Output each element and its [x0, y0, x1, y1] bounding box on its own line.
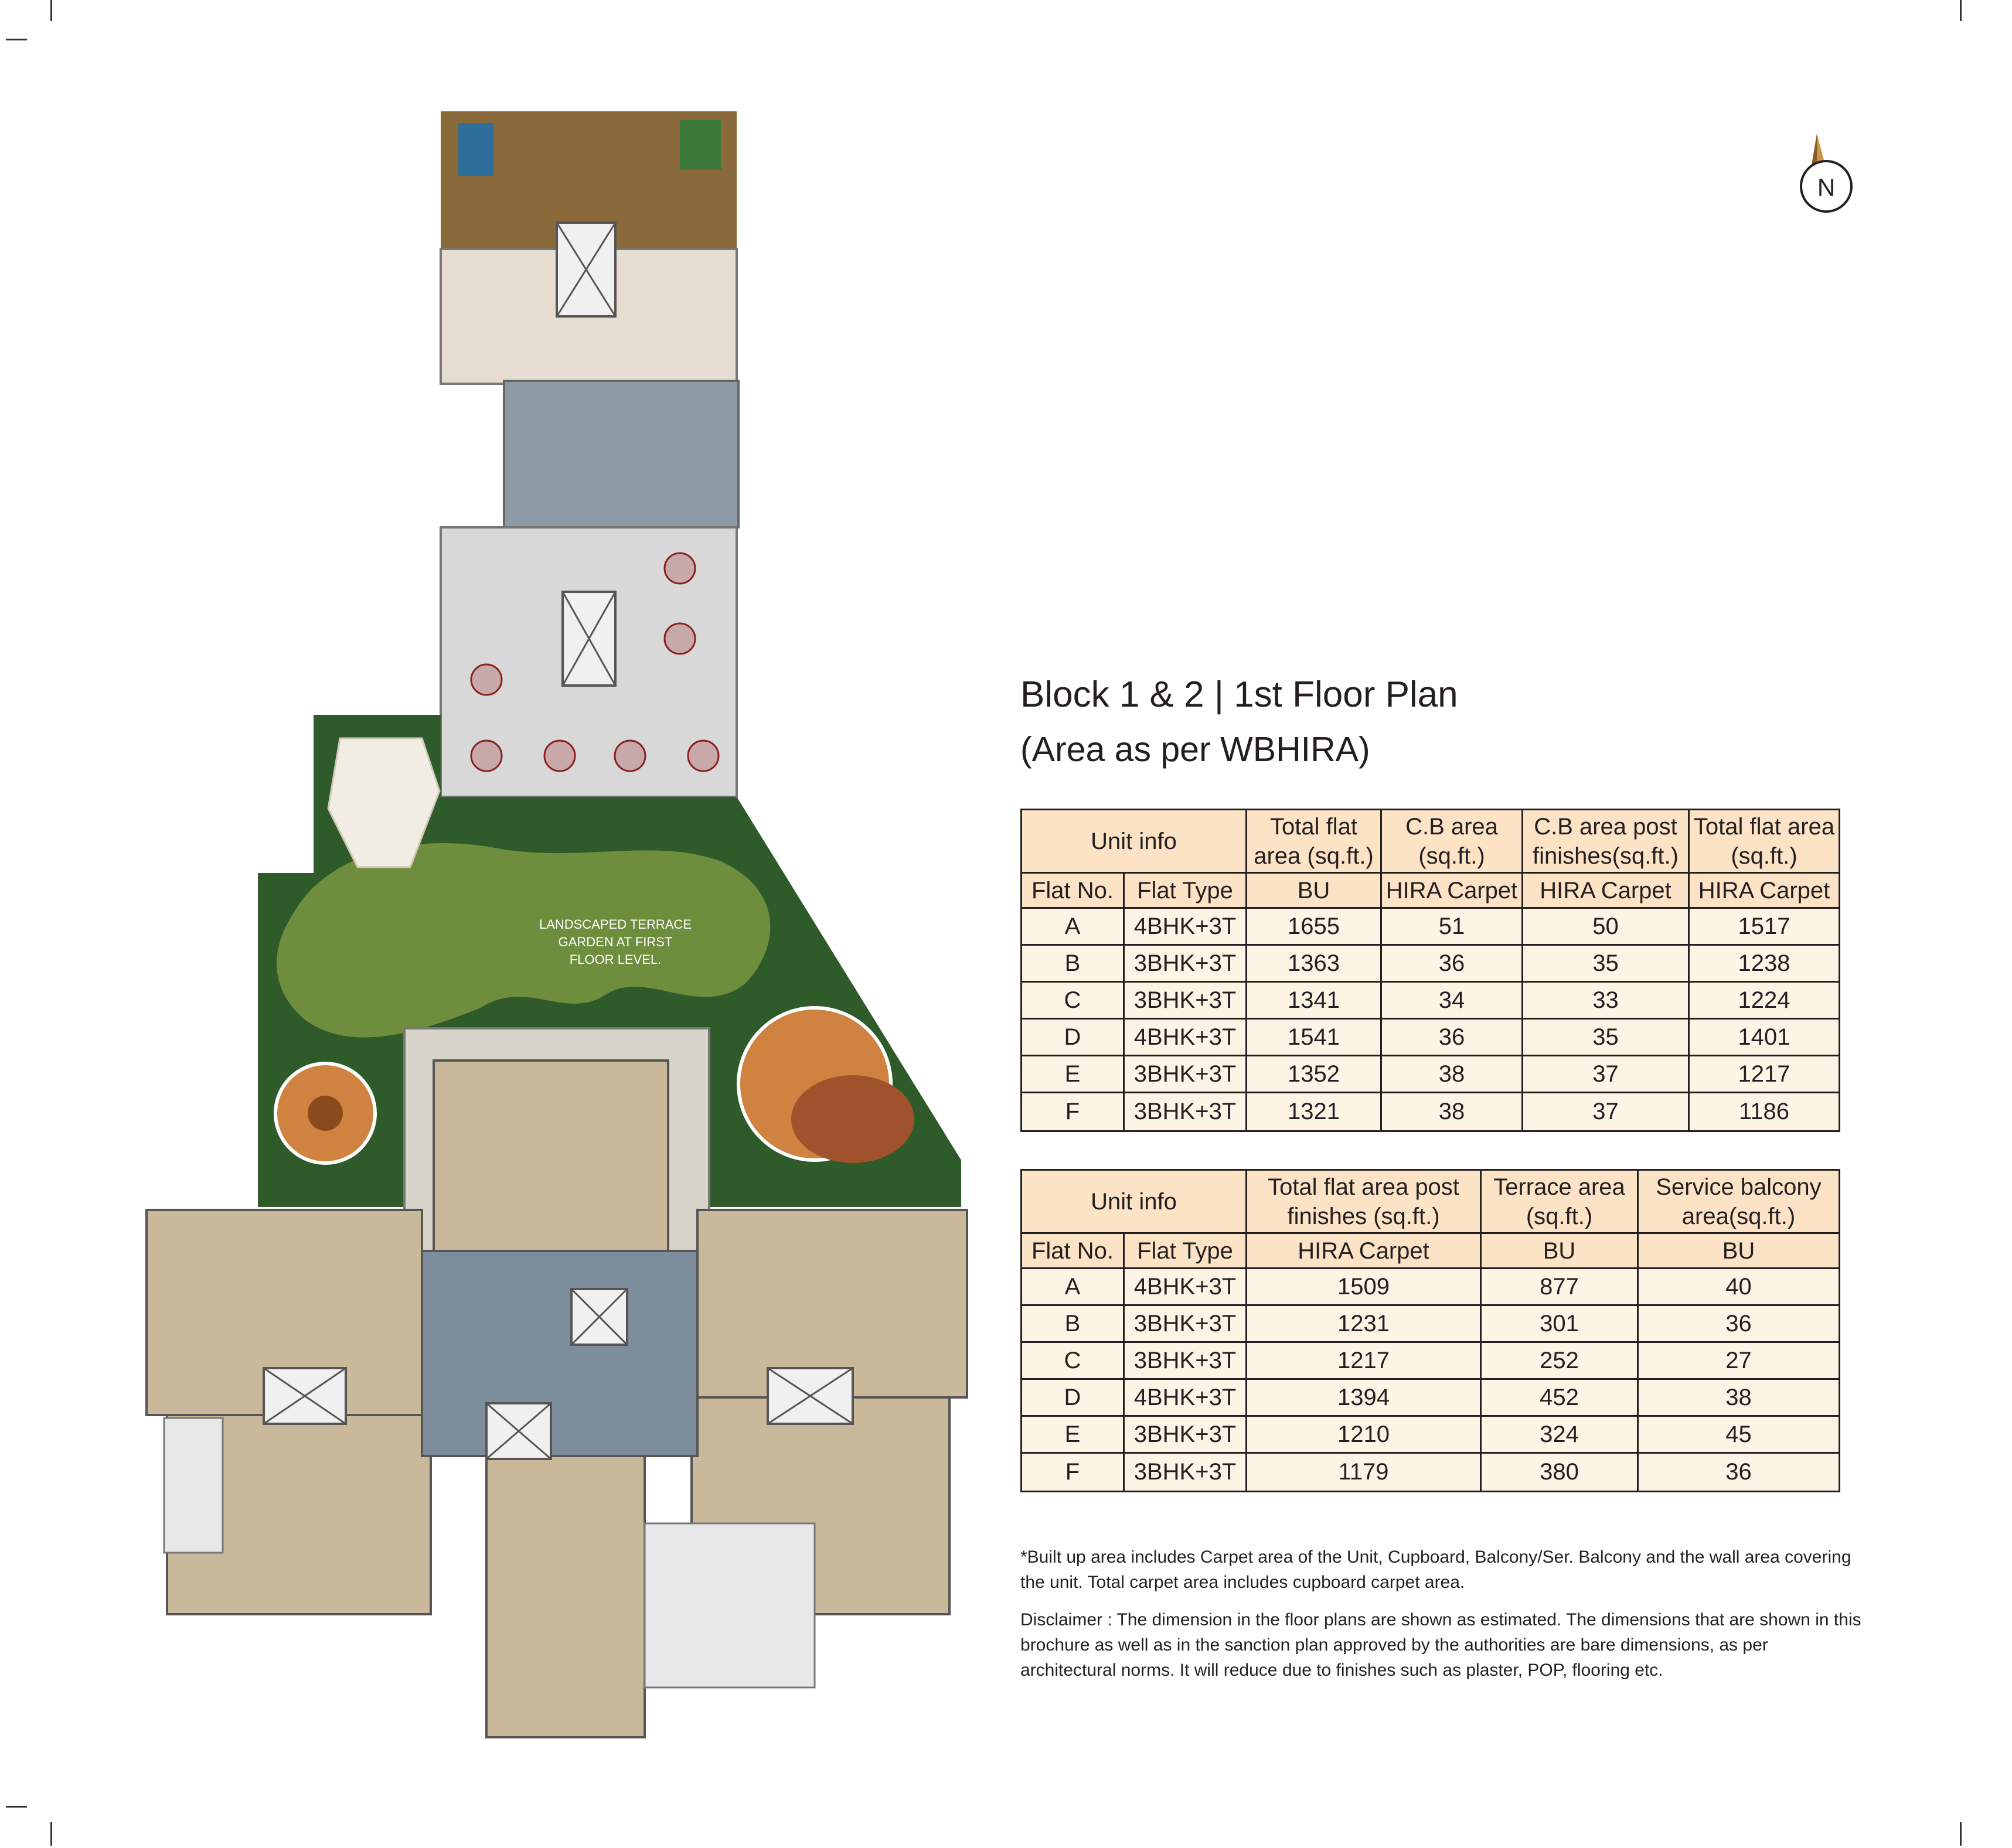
table-header: Total flat area post finishes (sq.ft.) [1247, 1170, 1481, 1233]
table-subheader: Flat No. [1022, 873, 1124, 908]
table-cell: E [1022, 1056, 1124, 1093]
table-cell: 1186 [1689, 1093, 1840, 1131]
page-title: Block 1 & 2 | 1st Floor Plan [1020, 674, 1458, 715]
table-cell: 36 [1381, 1019, 1523, 1056]
table-cell: C [1022, 1342, 1124, 1379]
table-header: C.B area post finishes(sq.ft.) [1523, 810, 1689, 873]
table-cell: 45 [1638, 1416, 1840, 1453]
table-cell: 324 [1481, 1416, 1638, 1453]
table-cell: 4BHK+3T [1124, 908, 1247, 945]
table-cell: 1517 [1689, 908, 1840, 945]
table-cell: 38 [1638, 1379, 1840, 1416]
area-table-1 [1020, 809, 1840, 1132]
table-header: Total flat area (sq.ft.) [1247, 810, 1381, 873]
table-cell: C [1022, 982, 1124, 1019]
garden-label-line1: LANDSCAPED TERRACE [539, 917, 692, 932]
table-cell: 1401 [1689, 1019, 1840, 1056]
table-header: Terrace area (sq.ft.) [1481, 1170, 1638, 1233]
table-row [1022, 945, 1840, 982]
crop-mark [50, 1822, 52, 1846]
table-subheader: Flat Type [1124, 1233, 1247, 1269]
table-cell: 1231 [1247, 1305, 1481, 1342]
table-cell: 452 [1481, 1379, 1638, 1416]
crop-mark [1960, 1822, 1962, 1846]
table-cell: 1224 [1689, 982, 1840, 1019]
table-subheader: HIRA Carpet [1247, 1233, 1481, 1269]
pool-table [458, 123, 493, 176]
table-cell: E [1022, 1416, 1124, 1453]
table-subheader: HIRA Carpet [1689, 873, 1840, 908]
garden-label-line3: FLOOR LEVEL. [569, 952, 662, 967]
table-cell: 37 [1523, 1093, 1689, 1131]
table-cell: 37 [1523, 1056, 1689, 1093]
north-arrow-icon [1799, 134, 1853, 216]
flat-a [434, 1061, 668, 1254]
table-cell: 1541 [1247, 1019, 1381, 1056]
table-row [1022, 1269, 1840, 1305]
table-cell: 1210 [1247, 1416, 1481, 1453]
table-cell: 3BHK+3T [1124, 945, 1247, 982]
table-header: Total flat area (sq.ft.) [1689, 810, 1840, 873]
table-cell: 3BHK+3T [1124, 1093, 1247, 1131]
table-cell: 4BHK+3T [1124, 1379, 1247, 1416]
table-cell: 1217 [1689, 1056, 1840, 1093]
table-cell: A [1022, 1269, 1124, 1305]
table-cell: 3BHK+3T [1124, 1453, 1247, 1492]
table-row [1022, 1019, 1840, 1056]
table-cell: 36 [1381, 945, 1523, 982]
table-row [1022, 982, 1840, 1019]
table-cell: 38 [1381, 1056, 1523, 1093]
table-cell: 33 [1523, 982, 1689, 1019]
table-cell: 4BHK+3T [1124, 1019, 1247, 1056]
table-row [1022, 1453, 1840, 1492]
table-cell: 27 [1638, 1342, 1840, 1379]
table-cell: 3BHK+3T [1124, 1056, 1247, 1093]
table-subheader: Flat Type [1124, 873, 1247, 908]
table-cell: F [1022, 1453, 1124, 1492]
table-subheader: BU [1481, 1233, 1638, 1269]
table-cell: 301 [1481, 1305, 1638, 1342]
flat-bottom [486, 1456, 645, 1737]
table-cell: A [1022, 908, 1124, 945]
table-cell: F [1022, 1093, 1124, 1131]
terrace-left [164, 1418, 223, 1553]
built-up-area-note: *Built up area includes Carpet area of the Unit, Cupboard, Balcony/Ser. Balcony and the wall area covering the unit. Total carpet area includes cupboard carpet area. [1020, 1547, 1851, 1592]
table-cell: 51 [1381, 908, 1523, 945]
table-cell: 38 [1381, 1093, 1523, 1131]
table-cell: 1341 [1247, 982, 1381, 1019]
table-cell: 1394 [1247, 1379, 1481, 1416]
table-row [1022, 1416, 1840, 1453]
table-subheader: HIRA Carpet [1381, 873, 1523, 908]
disclaimer-note: Disclaimer : The dimension in the floor plans are shown as estimated. The dimensions that are shown in this brochure as well as in the sanction plan approved by the authorities are bare dimensions, as per architectural norms. It will reduce due to finishes such as plaster, POP, flooring etc. [1020, 1610, 1861, 1680]
north-label: N [1817, 173, 1836, 201]
table-cell: 35 [1523, 945, 1689, 982]
table-row [1022, 1305, 1840, 1342]
table-cell: 36 [1638, 1453, 1840, 1492]
page-subtitle: (Area as per WBHIRA) [1020, 730, 1370, 769]
table-cell: 4BHK+3T [1124, 1269, 1247, 1305]
table-cell: 3BHK+3T [1124, 1305, 1247, 1342]
table-cell: B [1022, 945, 1124, 982]
table-row [1022, 908, 1840, 945]
table-cell: 50 [1523, 908, 1689, 945]
table-cell: 1655 [1247, 908, 1381, 945]
table-cell: 1179 [1247, 1453, 1481, 1492]
table-cell: D [1022, 1379, 1124, 1416]
table-cell: 1509 [1247, 1269, 1481, 1305]
garden-label-line2: GARDEN AT FIRST [558, 935, 673, 949]
floor-plan-drawing [0, 0, 996, 1758]
terrace-bottom [645, 1523, 815, 1687]
table-row [1022, 1056, 1840, 1093]
table-subheader: BU [1247, 873, 1381, 908]
table-cell: 35 [1523, 1019, 1689, 1056]
table-header: Service balcony area(sq.ft.) [1638, 1170, 1840, 1233]
table-header: C.B area (sq.ft.) [1381, 810, 1523, 873]
table-subheader: BU [1638, 1233, 1840, 1269]
table-cell: 3BHK+3T [1124, 982, 1247, 1019]
lobby [422, 1251, 697, 1456]
table-subheader: HIRA Carpet [1523, 873, 1689, 908]
table-cell: 877 [1481, 1269, 1638, 1305]
table-cell: B [1022, 1305, 1124, 1342]
table-row [1022, 1342, 1840, 1379]
table-cell: 1217 [1247, 1342, 1481, 1379]
table-header: Unit info [1022, 810, 1247, 873]
crop-mark [1960, 0, 1962, 21]
area-table-2 [1020, 1169, 1840, 1492]
table-cell: 40 [1638, 1269, 1840, 1305]
crop-mark [6, 1806, 27, 1808]
table-cell: 36 [1638, 1305, 1840, 1342]
table-cell: 1238 [1689, 945, 1840, 982]
table-cell: 1321 [1247, 1093, 1381, 1131]
table-cell: 252 [1481, 1342, 1638, 1379]
table-cell: 380 [1481, 1453, 1638, 1492]
table-cell: 1363 [1247, 945, 1381, 982]
table-header: Unit info [1022, 1170, 1247, 1233]
service-core [504, 381, 738, 527]
green-table [680, 120, 721, 170]
table-cell: D [1022, 1019, 1124, 1056]
table-row [1022, 1093, 1840, 1131]
table-cell: 3BHK+3T [1124, 1416, 1247, 1453]
table-cell: 3BHK+3T [1124, 1342, 1247, 1379]
table-row [1022, 1379, 1840, 1416]
table-cell: 34 [1381, 982, 1523, 1019]
table-cell: 1352 [1247, 1056, 1381, 1093]
table-subheader: Flat No. [1022, 1233, 1124, 1269]
